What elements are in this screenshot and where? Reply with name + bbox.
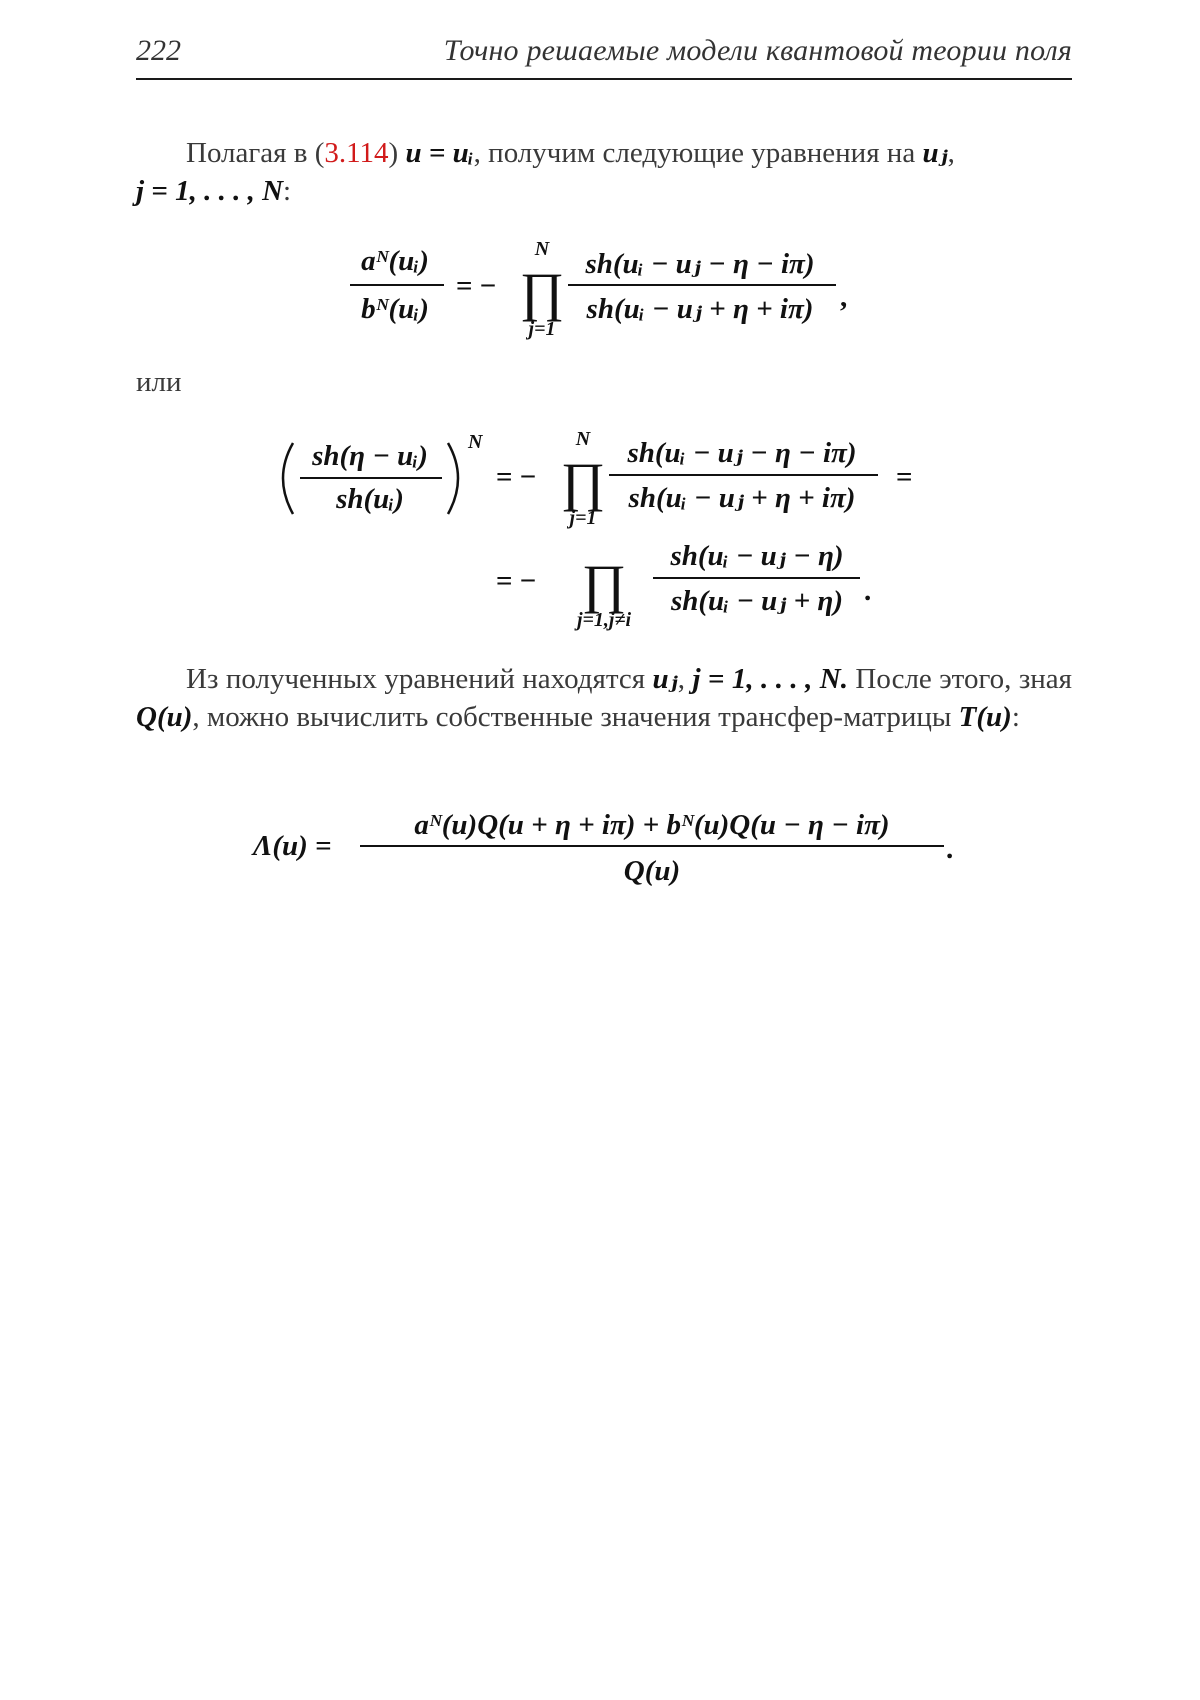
eq2-left-paren <box>283 443 293 514</box>
eq2-rhs-numerator: sh(uᵢ − uⱼ − η − iπ) <box>627 437 857 469</box>
eq2-line2-denominator: sh(uᵢ − uⱼ + η) <box>670 585 844 617</box>
eq2-line2-tail: . <box>864 575 872 607</box>
eq3-denominator: Q(u) <box>623 855 681 887</box>
eq1-tail: , <box>840 281 848 313</box>
equation-bethe-ratio <box>0 225 1200 345</box>
math-uj: uⱼ <box>922 137 948 169</box>
eq1-product-upper: N <box>534 238 550 260</box>
eq1-rhs-denominator: sh(uᵢ − uⱼ + η + iπ) <box>586 293 814 325</box>
eq2-power: N <box>468 431 483 453</box>
para1-text-4: , <box>947 137 955 169</box>
eq2-lhs-denominator: sh(uᵢ) <box>336 483 404 515</box>
eq2-rhs-denominator: sh(uᵢ − uⱼ + η + iπ) <box>628 482 856 514</box>
eq3-tail: . <box>946 833 954 865</box>
para1-text-1: Полагая в ( <box>186 137 325 169</box>
para2-text-3: После этого, зная <box>847 663 1073 695</box>
para1-text-2: ) <box>388 137 406 169</box>
paragraph-eigenvalues <box>136 660 1072 736</box>
equation-bethe-equations <box>0 420 1200 640</box>
para2-text-2: , <box>677 663 693 695</box>
eq2-line2-product-lower: j=1,j≠i <box>576 609 632 631</box>
eq1-lhs-denominator: bᴺ(uᵢ) <box>361 293 429 325</box>
math-uj-2: uⱼ <box>652 663 678 695</box>
para1-text-5: : <box>283 175 292 207</box>
eq1-sign: = − <box>456 270 497 302</box>
eq2-product-upper: N <box>575 428 591 450</box>
equation-reference-link[interactable]: 3.114 <box>324 137 389 169</box>
eq2-line2-product-symbol: ∏ <box>581 554 627 614</box>
math-j-range: j = 1, . . . , N <box>136 175 284 207</box>
eq2-line2-numerator: sh(uᵢ − uⱼ − η) <box>670 540 844 572</box>
eq2-right-paren <box>448 443 458 514</box>
eq1-product-symbol: ∏ <box>519 262 565 322</box>
eq2-tail: = <box>896 461 913 493</box>
para2-text-1: Из полученных уравнений находятся <box>186 663 653 695</box>
para2-text-4: , можно вычислить собственные значения трансфер-матрицы <box>192 701 959 733</box>
math-T-of-u: T(u) <box>958 701 1012 733</box>
eq3-numerator: aᴺ(u)Q(u + η + iπ) + bᴺ(u)Q(u − η − iπ) <box>414 809 890 841</box>
eq2-line2-sign: = − <box>496 565 537 597</box>
header-rule <box>136 78 1072 80</box>
eq2-product-lower: j=1 <box>569 507 597 529</box>
word-or: или <box>136 366 182 398</box>
math-Q-of-u: Q(u) <box>136 701 193 733</box>
para2-text-5: : <box>1011 701 1020 733</box>
math-u-equals-ui: u = uᵢ <box>405 137 474 169</box>
eq2-sign: = − <box>496 461 537 493</box>
running-title: Точно решаемые модели квантовой теории поля <box>443 34 1072 67</box>
eq1-product-lower: j=1 <box>528 318 556 340</box>
eq2-lhs-numerator: sh(η − uᵢ) <box>312 440 428 472</box>
math-j-range-2: j = 1, . . . , N. <box>692 663 848 695</box>
eq2-product-symbol: ∏ <box>560 452 606 512</box>
eq1-lhs-numerator: aᴺ(uᵢ) <box>361 245 429 277</box>
equation-transfer-eigenvalue <box>0 795 1200 895</box>
page-number: 222 <box>136 34 181 67</box>
eq1-rhs-numerator: sh(uᵢ − uⱼ − η − iπ) <box>585 248 815 280</box>
para1-text-3: , получим следующие уравнения на <box>473 137 923 169</box>
paragraph-intro <box>136 134 1072 210</box>
eq3-lhs: Λ(u) = <box>253 830 332 862</box>
